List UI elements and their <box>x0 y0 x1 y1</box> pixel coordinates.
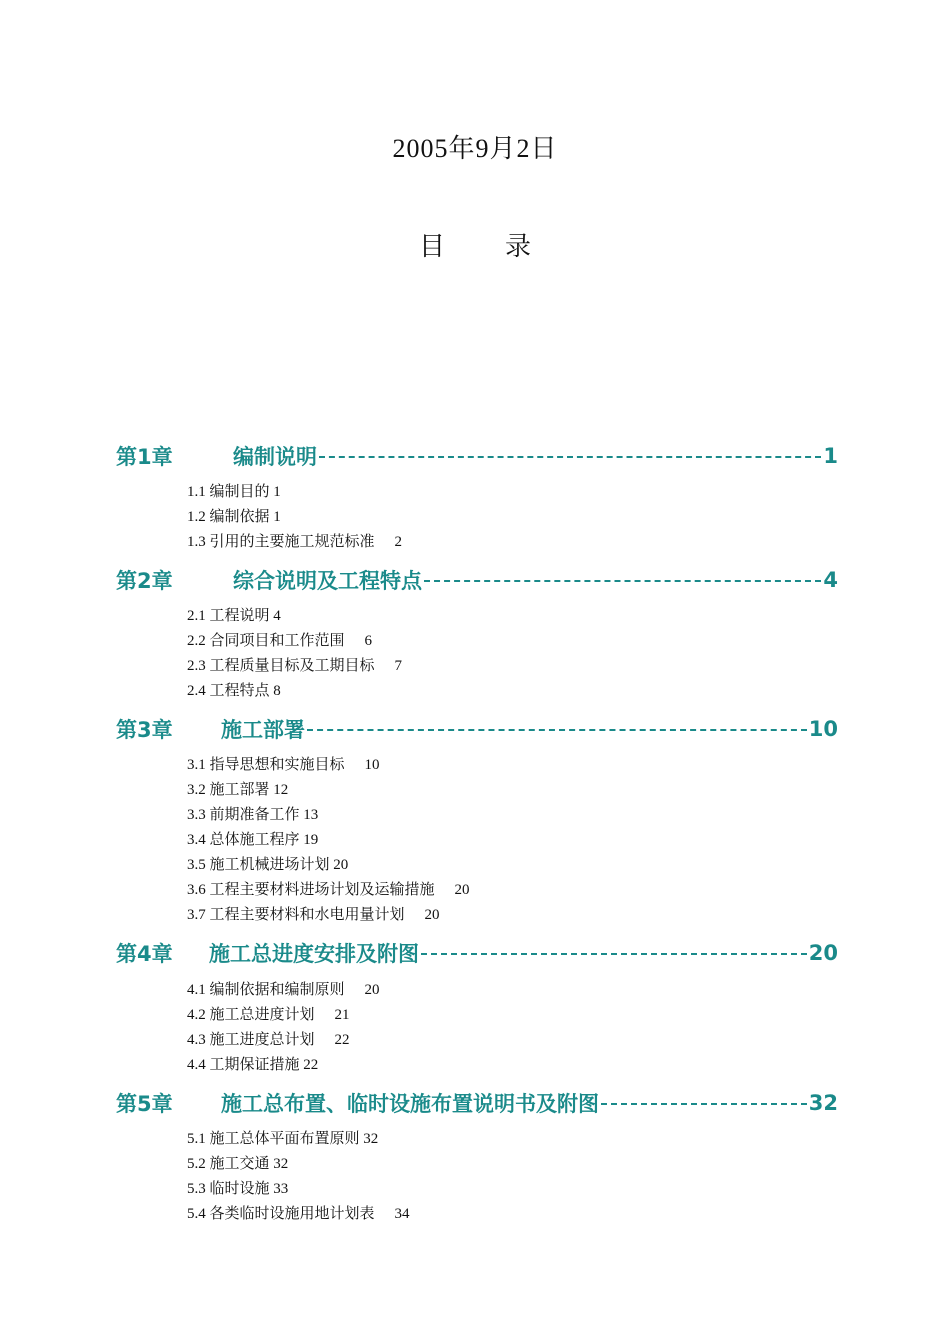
toc-section-2-2[interactable] <box>187 629 372 653</box>
toc-section-1-1[interactable] <box>187 480 281 504</box>
section-page: 22 <box>303 1057 319 1073</box>
dot-leader <box>421 953 807 955</box>
toc-section-4-2[interactable] <box>187 1003 350 1027</box>
toc-section-3-3[interactable] <box>187 803 318 827</box>
section-label: 3.2 施工部署 <box>187 782 270 798</box>
toc-section-5-4[interactable] <box>187 1202 410 1226</box>
toc-section-2-4[interactable] <box>187 679 281 703</box>
chapter-page: 20 <box>808 941 838 965</box>
toc-section-5-2[interactable] <box>187 1152 288 1176</box>
section-page: 32 <box>273 1156 289 1172</box>
section-label: 2.2 合同项目和工作范围 <box>187 633 345 649</box>
chapter-number: 第2章 <box>116 569 173 593</box>
section-label: 3.1 指导思想和实施目标 <box>187 757 345 773</box>
chapter-number: 第3章 <box>116 718 173 742</box>
section-page: 1 <box>273 484 281 500</box>
section-page: 6 <box>364 633 373 649</box>
toc-chapter-5[interactable] <box>116 1087 838 1119</box>
section-label: 3.5 施工机械进场计划 <box>187 857 330 873</box>
section-page: 20 <box>424 907 440 923</box>
toc-section-2-1[interactable] <box>187 604 281 628</box>
toc-section-3-7[interactable] <box>187 903 440 927</box>
chapter-title: 施工部署 <box>221 718 305 742</box>
dot-leader <box>424 580 821 582</box>
section-label: 3.6 工程主要材料进场计划及运输措施 <box>187 882 435 898</box>
toc-chapter-4[interactable] <box>116 937 838 969</box>
section-page: 32 <box>363 1131 379 1147</box>
toc-chapter-2[interactable] <box>116 564 838 596</box>
toc-section-2-3[interactable] <box>187 654 402 678</box>
dot-leader <box>601 1103 807 1105</box>
chapter-title: 施工总布置、临时设施布置说明书及附图 <box>221 1092 599 1116</box>
toc-section-3-2[interactable] <box>187 778 288 802</box>
section-label: 4.3 施工进度总计划 <box>187 1032 315 1048</box>
section-page: 2 <box>394 534 403 550</box>
section-label: 4.2 施工总进度计划 <box>187 1007 315 1023</box>
document-date: 2005年9月2日 <box>392 134 558 163</box>
section-page: 10 <box>364 757 380 773</box>
section-page: 21 <box>334 1007 350 1023</box>
section-label: 3.4 总体施工程序 <box>187 832 300 848</box>
toc-chapter-1[interactable] <box>116 440 838 472</box>
toc-section-1-2[interactable] <box>187 505 281 529</box>
chapter-title: 综合说明及工程特点 <box>233 569 422 593</box>
toc-section-3-1[interactable] <box>187 753 380 777</box>
section-page: 19 <box>303 832 319 848</box>
section-page: 33 <box>273 1181 289 1197</box>
dot-leader <box>307 729 807 731</box>
section-label: 4.4 工期保证措施 <box>187 1057 300 1073</box>
section-label: 2.4 工程特点 <box>187 683 270 699</box>
toc-section-3-4[interactable] <box>187 828 318 852</box>
section-page: 7 <box>394 658 403 674</box>
dot-leader <box>319 456 821 458</box>
chapter-page: 10 <box>808 717 838 741</box>
toc-section-3-5[interactable] <box>187 853 348 877</box>
chapter-number: 第5章 <box>116 1092 173 1116</box>
section-page: 13 <box>303 807 319 823</box>
chapter-title: 施工总进度安排及附图 <box>209 942 419 966</box>
section-page: 34 <box>394 1206 410 1222</box>
toc-chapter-3[interactable] <box>116 713 838 745</box>
toc-section-4-4[interactable] <box>187 1053 318 1077</box>
toc-heading-left: 目 <box>418 232 445 262</box>
section-page: 12 <box>273 782 289 798</box>
toc-heading-right: 录 <box>505 232 532 262</box>
chapter-page: 32 <box>808 1091 838 1115</box>
toc-section-3-6[interactable] <box>187 878 470 902</box>
section-label: 5.2 施工交通 <box>187 1156 270 1172</box>
toc-section-4-1[interactable] <box>187 978 380 1002</box>
section-label: 1.2 编制依据 <box>187 509 270 525</box>
section-page: 22 <box>334 1032 350 1048</box>
section-page: 20 <box>364 982 380 998</box>
chapter-number: 第4章 <box>116 942 173 966</box>
section-page: 20 <box>454 882 470 898</box>
chapter-number: 第1章 <box>116 445 173 469</box>
section-label: 5.3 临时设施 <box>187 1181 270 1197</box>
section-label: 1.3 引用的主要施工规范标准 <box>187 534 375 550</box>
toc-section-5-3[interactable] <box>187 1177 288 1201</box>
section-label: 1.1 编制目的 <box>187 484 270 500</box>
section-label: 3.7 工程主要材料和水电用量计划 <box>187 907 405 923</box>
section-label: 5.4 各类临时设施用地计划表 <box>187 1206 375 1222</box>
toc-section-1-3[interactable] <box>187 530 402 554</box>
toc-section-5-1[interactable] <box>187 1127 378 1151</box>
chapter-page: 1 <box>823 444 838 468</box>
chapter-title: 编制说明 <box>233 445 317 469</box>
section-page: 20 <box>333 857 349 873</box>
toc-section-4-3[interactable] <box>187 1028 350 1052</box>
chapter-page: 4 <box>823 568 838 592</box>
section-label: 4.1 编制依据和编制原则 <box>187 982 345 998</box>
section-label: 5.1 施工总体平面布置原则 <box>187 1131 360 1147</box>
section-label: 3.3 前期准备工作 <box>187 807 300 823</box>
section-page: 1 <box>273 509 281 525</box>
toc-heading <box>0 226 950 263</box>
section-page: 4 <box>273 608 281 624</box>
section-label: 2.3 工程质量目标及工期目标 <box>187 658 375 674</box>
section-label: 2.1 工程说明 <box>187 608 270 624</box>
section-page: 8 <box>273 683 281 699</box>
